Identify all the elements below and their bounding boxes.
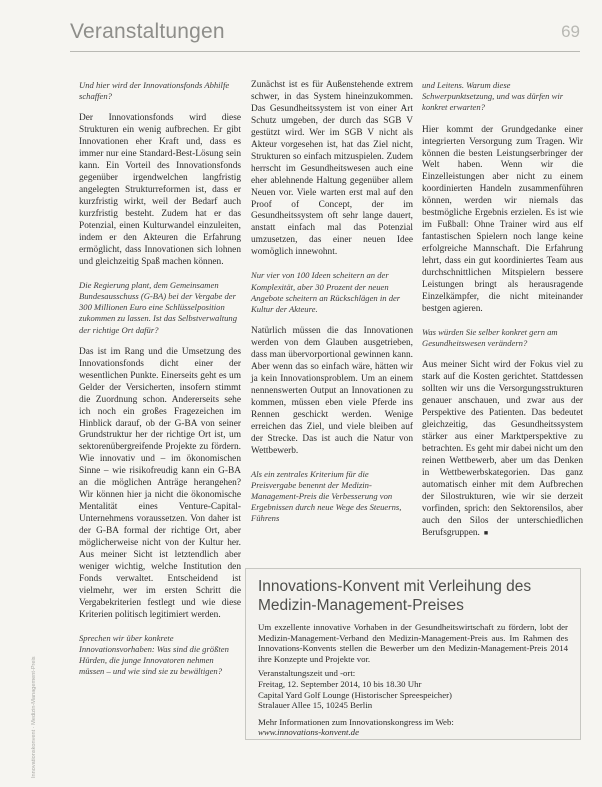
- interview-question: Als ein zentrales Kriterium für die Preisvergabe benennt der Medizin-Management-Preis die Verbesserung von Ergebnissen durch neue Wege des Steuerns, Führens: [251, 468, 402, 524]
- interview-question: Die Regierung plant, dem Gemeinsamen Bundesausschuss (G-BA) bei der Vergabe der 300 Millionen Euro eine Schlüsselposition zukommen zu lassen. Ist das Selbstverwaltung der richtige Ort dafür?: [79, 279, 238, 335]
- text-column-2: [251, 80, 413, 536]
- interview-question: und Leitens. Warum diese Schwerpunktsetzung, und was dürfen wir konkret erwarten?: [422, 80, 564, 113]
- interview-answer: Hier kommt der Grundgedanke einer integrierten Versorgung zum Tragen. Wir können die besten Leistungserbringer der Welt haben. Wenn wir die Einzelleistungen aber nicht zu einem koordinierten Handeln zusammenführen können, werden wir niemals das bestmögliche Ergebnis erzielen. Es ist wie im Fußball: Ohne Trainer wird aus elf fantastischen Spielern noch lange keine erfolgreiche Mannschaft. Die Erfahrung lehrt, dass ein gut koordiniertes Team aus durchschnittlichen Mitspielern bessere Leistungen bringt als herausragende Einzelkämpfer, die nicht miteinander bestgen agieren.: [422, 124, 583, 314]
- page-header: [70, 18, 580, 52]
- interview-answer: Der Innovationsfonds wird diese Strukturen ein wenig aufbrechen. Er gibt Innovationen eher Kraft und, dass es immer nur eine Standard-Best-Lösung sein kann. Ein Vorteil des Innovationsfonds gegenüber irgendwelchen langfristig angelegten Strukturreformen ist, dass er kurzfristig wirkt, weil der Bedarf auch kurzfristig besteht. Zudem hat er das Potenzial, einen Kulturwandel einzuleiten, indem er den Akteuren die Erfahrung ermöglicht, dass Innovationen sich lohnen und gleichzeitig Spaß machen können.: [79, 113, 241, 267]
- answer-text: Aus meiner Sicht wird der Fokus viel zu stark auf die Kosten gerichtet. Stattdessen sollten wir uns die Versorgungsstrukturen genauer anschauen, und zwar aus der Perspektive des Patienten. Das bedeutet gleichzeitig, das Gesundheitssystem stärker aus einer Marktperspektive zu betrachten. Es geht mir dabei nicht um den reinen Wettbewerb, aber um das Denken in Wettbewerbskategorien. Das ganz automatisch einher mit dem Aufbrechen der Silostrukturen, wie wir sie derzeit vorfinden, sprich: den Sektorensilos, aber auch den Silos der unterschiedlichen Berufsgruppen.: [422, 360, 583, 538]
- page-number: 69: [561, 22, 580, 41]
- interview-question: Und hier wird der Innovationsfonds Abhilfe schaffen?: [79, 80, 230, 102]
- event-details-heading: Veranstaltungszeit und -ort:: [258, 668, 356, 679]
- text-column-1: [79, 80, 241, 689]
- event-date: Freitag, 12. September 2014, 10 bis 18.30 Uhr: [258, 678, 422, 689]
- event-description: Um exzellente innovative Vorhaben in der Gesundheitswirtschaft zu fördern, lobt der Medizin-Management-Verband den Medizin-Management-Preis aus. Im Rahmen des Innovations-Konvents stellen die Bewerber um den Medizin-Management-Preis 2014 ihre Konzepte und Projekte vor.: [258, 622, 568, 664]
- text-column-3: [422, 80, 583, 551]
- margin-note: Innovationskonvent · Medizin-Management-Preis: [31, 656, 37, 778]
- article-end-mark: ■: [483, 528, 489, 537]
- interview-question: Was würden Sie selber konkret gern am Gesundheitswesen verändern?: [422, 326, 558, 349]
- event-info-box: [245, 568, 581, 740]
- section-title: Veranstaltungen: [70, 20, 225, 43]
- event-web-text: Mehr Informationen zum Innovationskongress im Web:: [258, 716, 454, 727]
- event-box-title: Innovations-Konvent mit Verleihung des Medizin-Management-Preises: [258, 578, 532, 614]
- event-url-link[interactable]: www.innovations-konvent.de: [258, 727, 359, 738]
- interview-answer: Natürlich müssen die das Innovationen werden von dem Glauben ausgetrieben, dass man übervorportional gewinnen kann. Aber wenn das so einfach wäre, hätten wir ja kein Innovationsproblem. Um an einem nennenswerten Output an Innovationen zu kommen, müssen eben viele Pferde ins Rennen geschickt werden. Wenige erreichen das Ziel, und viele bleiben auf der Strecke. Das ist auch die Natur von Wettbewerb.: [251, 326, 413, 456]
- interview-question: Sprechen wir über konkrete Innovationsvorhaben: Was sind die größten Hürden, die junge Innovatoren nehmen müssen – und wie sind sie zu bewältigen?: [79, 632, 229, 677]
- interview-answer: Das ist im Rang und die Umsetzung des Innovationsfonds dicht einer der wesentlichen Punkte. Einerseits geht es um Gelder der Versicherten, insofern stimmt die Zuordnung schon. Andererseits sehe ich noch ein großes Fragezeichen im Hinblick darauf, ob der G-BA von seiner Grundstruktur her der richtige Ort ist, um sektorenübergreifende Projekte zu fördern. Wie innovativ und – im ökonomischen Sinne – wie risikofreudig kann ein G-BA an die möglichen Anträge herangehen? Wir können hier ja nicht die ökonomische Mentalität eines Venture-Capital-Unternehmens voraussetzen. Von daher ist der G-BA formal der richtige Ort, aber möglicherweise nicht von der Kultur her. Aus meiner Sicht ist letztendlich aber weniger wichtig, welche Institution den Fonds verwaltet. Entscheidend ist vielmehr, wer im ersten Schritt die Vergabekriterien festlegt und wie diese Kriterien politisch legitimiert werden.: [79, 346, 241, 620]
- event-address: Stralauer Allee 15, 10245 Berlin: [258, 700, 373, 711]
- interview-question: Nur vier von 100 Ideen scheitern an der Komplexität, aber 30 Prozent der neuen Angebote scheitern an Rückschlägen in der Kultur der Akteure.: [251, 270, 401, 314]
- event-venue: Capital Yard Golf Lounge (Historischer Spreespeicher): [258, 689, 452, 700]
- interview-answer: [422, 360, 583, 539]
- interview-answer: Zunächst ist es für Außenstehende extrem schwer, in das System hineinzukommen. Das Gesundheitssystem ist von einer Art Schutz umgeben, der durch das SGB V gestützt wird. Wer im SGB V nicht als Akteur vorgesehen ist, hat das Ziel nicht, Strukturen so einfach mitzuspielen. Zudem herrscht im Gesundheitswesen auch eine eher ablehnende Haltung gegenüber allem Neuen vor. Viele warten erst mal auf den Proof of Concept, der im Gesundheitssystem oft sehr lange dauert, anstatt einfach mal das Potenzial umzusetzen, das einer neuen Idee womöglich innewohnt.: [251, 80, 413, 258]
